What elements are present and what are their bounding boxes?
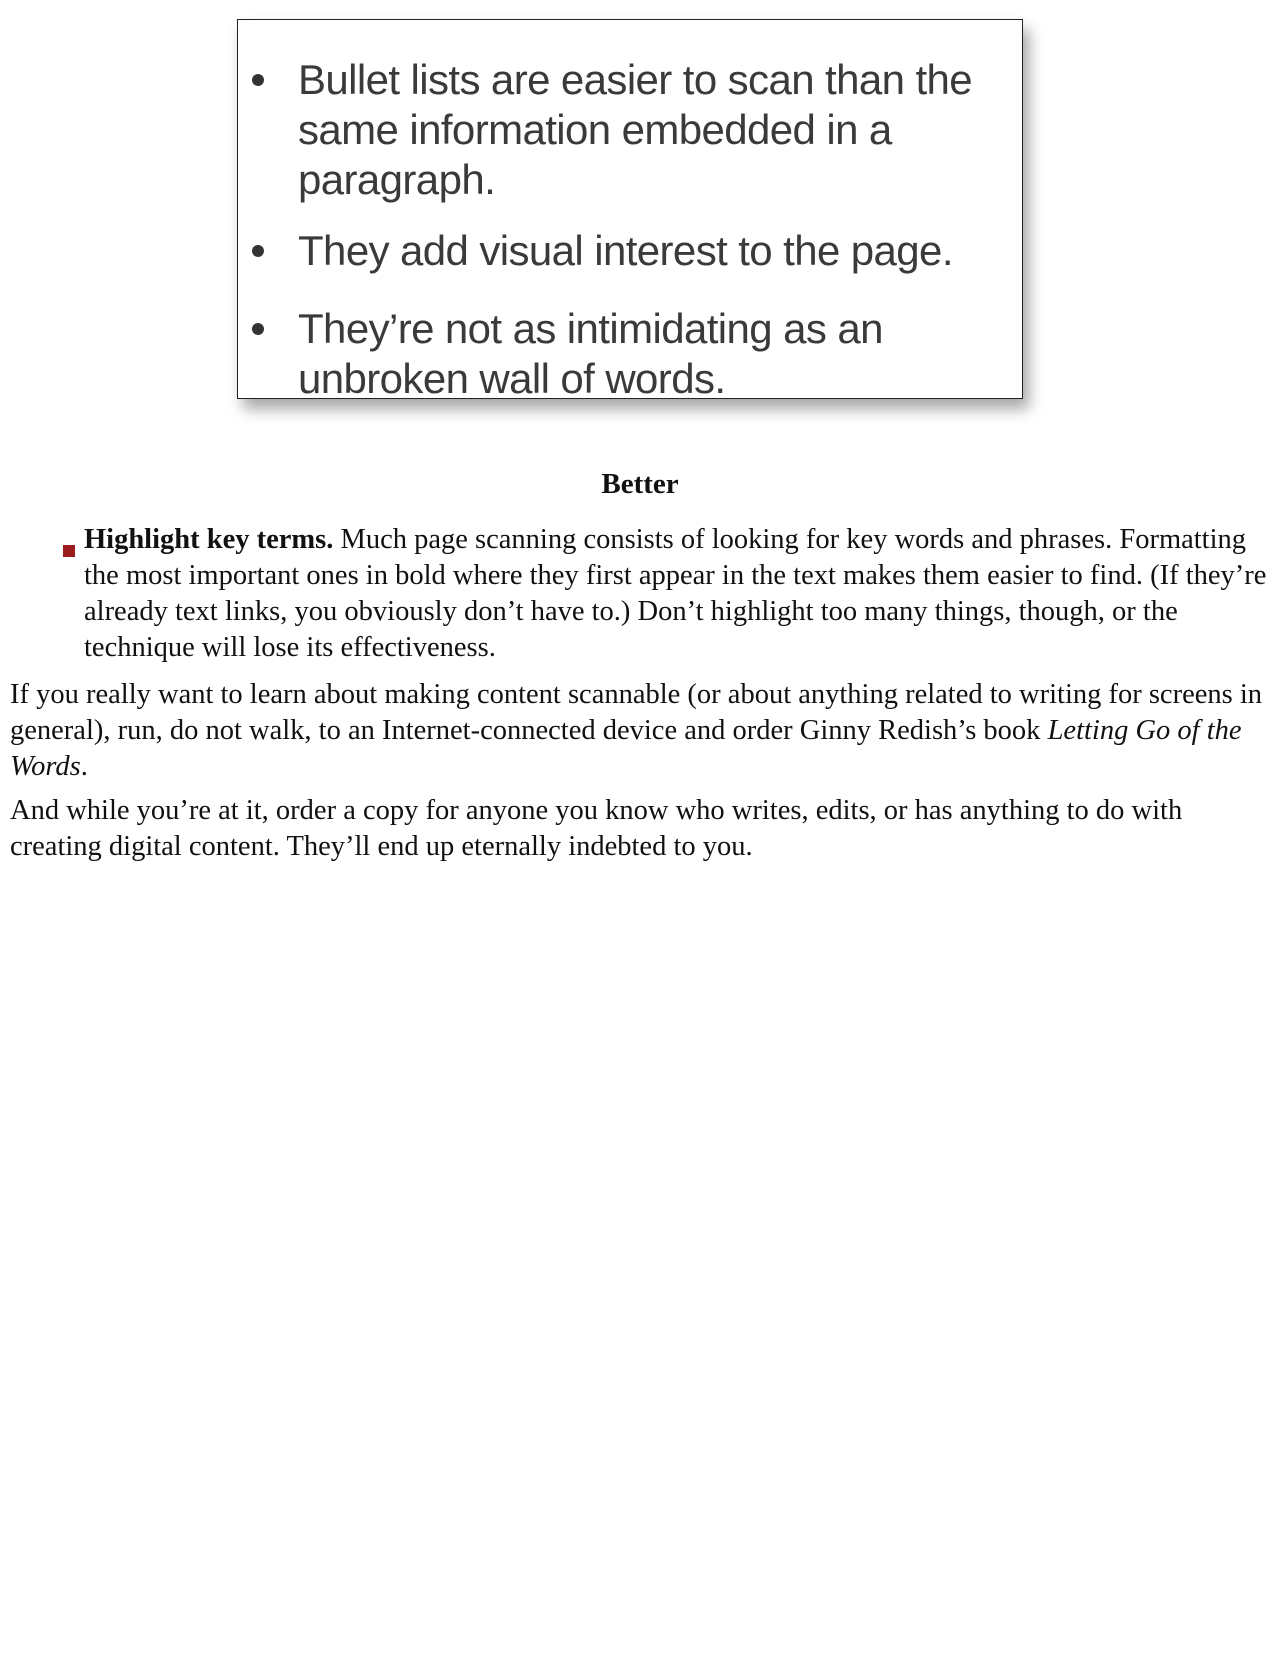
tip-bold-lead: Highlight key terms. [84, 524, 334, 555]
example-bullet-text: They add visual interest to the page. [298, 227, 953, 274]
body-paragraph [10, 677, 1270, 785]
example-bullet-text: They’re not as intimidating as an unbroken wall of words. [298, 305, 883, 402]
paragraph-text: If you really want to learn about making content scannable (or about anything related to writing for screens in general), run, do not walk, to an Internet-connected device and order Ginny Redish’s book [10, 679, 1263, 746]
paragraph-end: . [80, 751, 88, 782]
red-square-bullet-icon [63, 545, 75, 557]
bullet-dot-icon [252, 74, 264, 86]
example-bullet-text: Bullet lists are easier to scan than the same information embedded in a paragraph. [298, 56, 973, 203]
highlight-key-terms-tip [84, 522, 1270, 666]
book-title: Letting Go of the Words [10, 715, 1242, 782]
bullet-dot-icon [252, 245, 264, 257]
bullet-dot-icon [252, 323, 264, 335]
bullet-list-example-figure [237, 19, 1023, 402]
body-paragraph: And while you’re at it, order a copy for anyone you know who writes, edits, or has anything to do with creating digital content. They’ll end up eternally indebted to you. [10, 795, 1183, 862]
figure-caption: Better [601, 468, 679, 500]
tip-body: Much page scanning consists of looking for key words and phrases. Formatting the most important ones in bold where they first appear in the text makes them easier to find. (If they’re already text links, you obviously don’t have to.) Don’t highlight too many things, though, or the technique will lose its effectiveness. [84, 524, 1267, 663]
